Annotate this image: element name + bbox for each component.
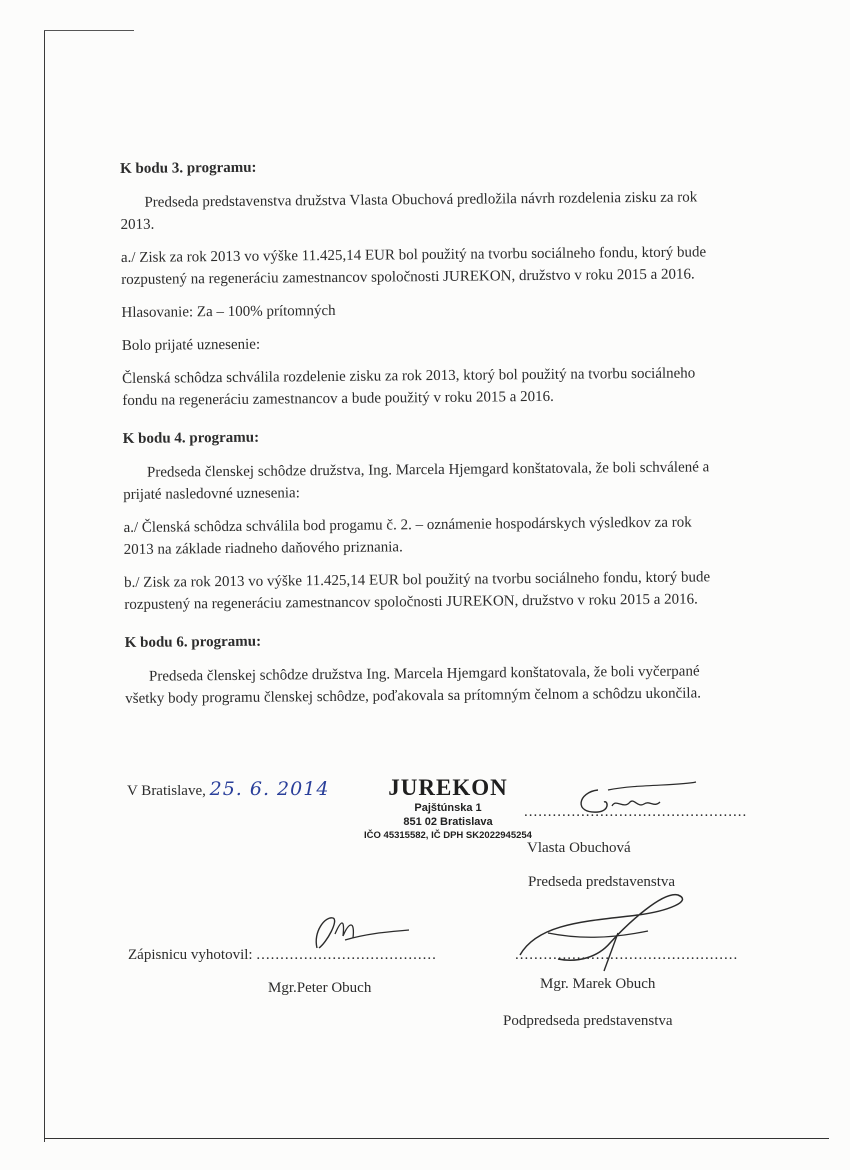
signature-line-vice: ...............................................	[515, 947, 739, 963]
paragraph: Predseda predstavenstva družstva Vlasta Obuchová predložila návrh rozdelenia zisku za rok 2013.	[120, 189, 698, 233]
recorder-label: Zápisnicu vyhotovil:	[128, 947, 253, 963]
company-stamp	[358, 775, 538, 843]
section-heading: K bodu 3. programu:	[120, 159, 257, 177]
recorder-line	[128, 947, 437, 964]
section-bod-6	[125, 626, 726, 710]
signature-line-recorder: ......................................	[256, 947, 437, 963]
vice-name: Mgr. Marek Obuch	[540, 976, 656, 992]
chair-role: Predseda predstavenstva	[528, 874, 676, 890]
recorder-name: Mgr.Peter Obuch	[268, 980, 372, 996]
place-date-line	[127, 778, 329, 800]
document-body	[120, 152, 725, 721]
signature-recorder-graphic	[305, 912, 415, 952]
paragraph: Predseda členskej schôdze družstva Ing. Marcela Hjemgard konštatovala, že boli vyčerpané všetky body programu členskej schôdze, poďakovala sa prítomným čelnom a schôdzu ukončila.	[125, 663, 702, 707]
paragraph: a./ Zisk za rok 2013 vo výške 11.425,14 EUR bol použitý na tvorbu sociálneho fondu, ktorý bude rozpustený na regeneráciu zamestnancov spoločnosti JUREKON, družstvo v roku 2015 a 2016.	[120, 244, 707, 288]
paragraph: Predseda členskej schôdze družstva, Ing. Marcela Hjemgard konštatovala, že boli schválené a prijaté nasledovné uznesenia:	[123, 459, 710, 503]
paragraph: Hlasovanie: Za – 100% prítomných	[121, 302, 336, 321]
paragraph: Bolo prijaté uznesenie:	[121, 336, 261, 354]
page-border-bottom	[44, 1138, 829, 1139]
chair-name: Vlasta Obuchová	[527, 840, 631, 856]
section-heading: K bodu 4. programu:	[122, 429, 260, 447]
section-bod-3	[120, 152, 722, 412]
stamp-company-name: JUREKON	[388, 775, 508, 800]
section-heading: K bodu 6. programu:	[124, 633, 262, 651]
paragraph: a./ Členská schôdza schválila bod progamu č. 2. – oznámenie hospodárskych výsledkov za rok 2013 na základe riadneho daňového priznania.	[123, 514, 692, 558]
vice-role: Podpredseda predstavenstva	[503, 1013, 673, 1029]
page-border-top	[44, 30, 134, 31]
signature-line-chair: ...............................................	[524, 804, 748, 820]
paragraph: Členská schôdza schválila rozdelenie zisku za rok 2013, ktorý bol použitý na tvorbu sociálneho fondu na regeneráciu zamestnancov a bude použitý v roku 2015 a 2016.	[122, 365, 696, 409]
stamp-street: Pajštúnska 1	[414, 802, 482, 814]
handwritten-date: 25. 6. 2014	[209, 778, 330, 800]
section-bod-4	[123, 422, 725, 616]
stamp-ids: IČO 45315582, IČ DPH SK2022945254	[364, 830, 532, 841]
place-label: V Bratislave,	[127, 783, 206, 799]
stamp-city: 851 02 Bratislava	[403, 816, 493, 828]
paragraph: b./ Zisk za rok 2013 vo výške 11.425,14 EUR bol použitý na tvorbu sociálneho fondu, ktorý bude rozpustený na regeneráciu zamestnancov spoločnosti JUREKON, družstvo v roku 2015 a 2016.	[124, 569, 711, 613]
page-border-left	[44, 30, 45, 1142]
